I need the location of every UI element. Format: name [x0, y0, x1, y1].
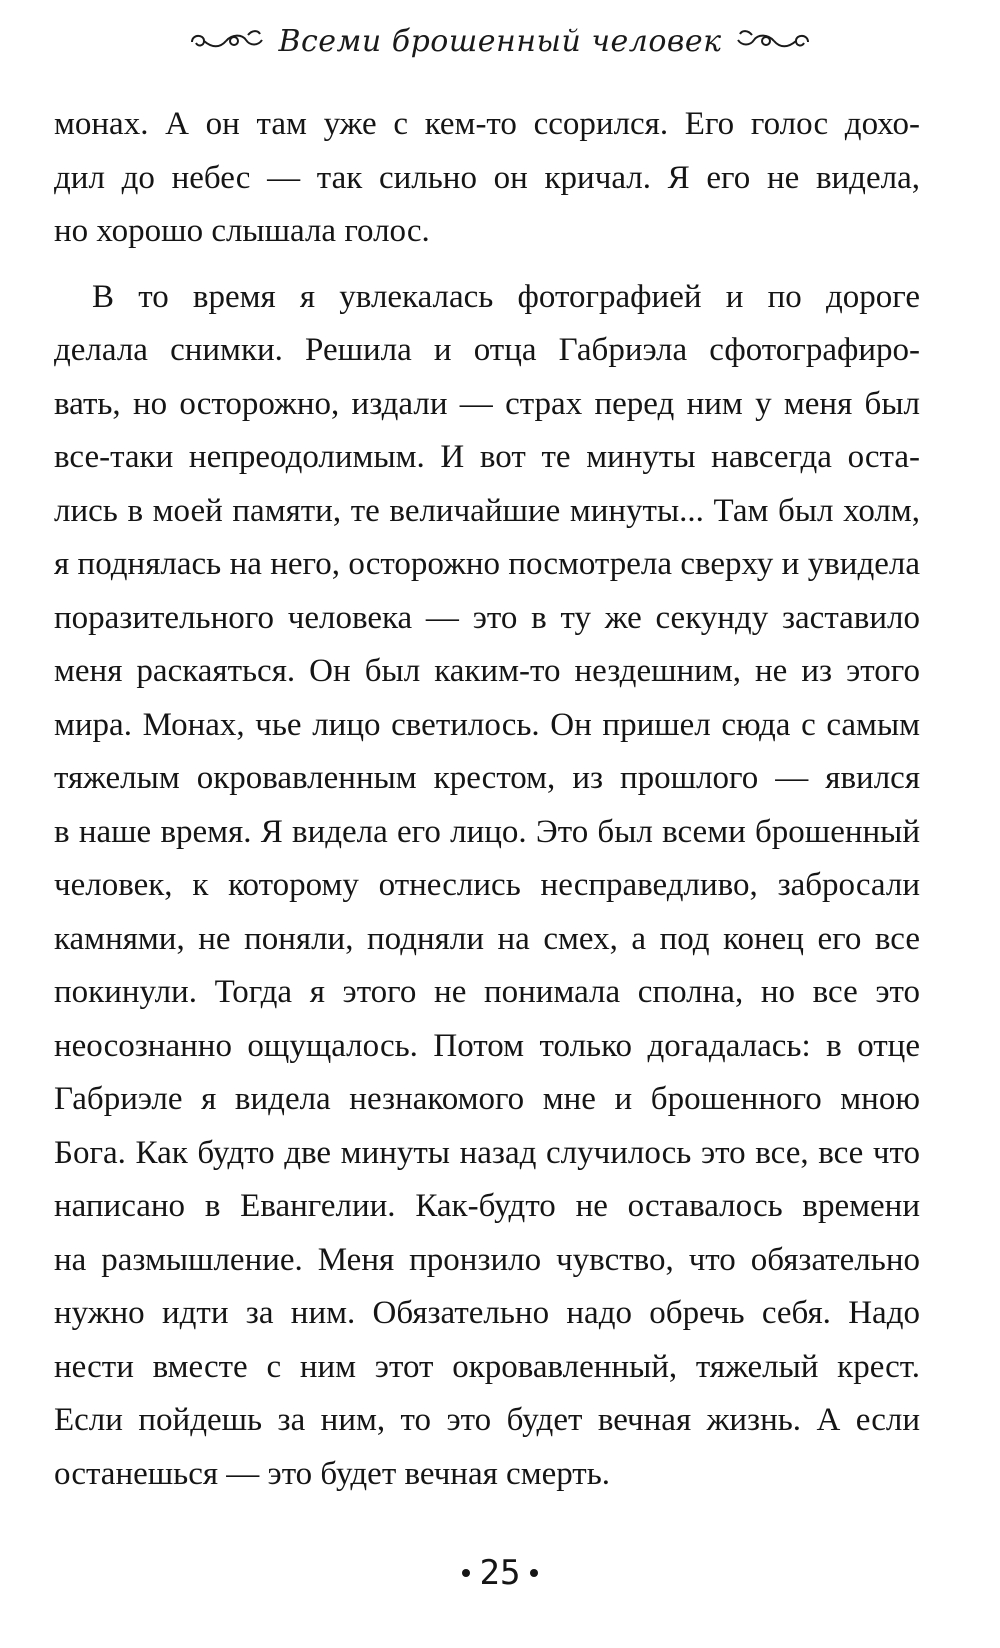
text-line: Бога. Как будто две минуты назад случилось это все, все что	[54, 1134, 920, 1171]
text-line: но хорошо слышала голос.	[54, 213, 430, 249]
text-line: неосознанно ощущалось. Потом только догадалась: в отце	[54, 1027, 920, 1064]
text-line: Если пойдешь за ним, то это будет вечная жизнь. А если	[54, 1402, 920, 1438]
paragraph-spacer	[54, 259, 920, 271]
paragraph-1	[54, 98, 920, 259]
text-line: Габриэле я видела незнакомого мне и брошенного мною	[54, 1081, 920, 1117]
text-line: В то время я увлекалась фотографией и по дороге	[92, 278, 920, 315]
flourish-ornament-left-icon	[186, 26, 268, 56]
page-body	[54, 98, 920, 1501]
text-line: покинули. Тогда я этого не понимала сполна, но все это	[54, 974, 920, 1010]
text-line: тяжелым окровавленным крестом, из прошлого — явился	[54, 760, 920, 796]
text-line: нужно идти за ним. Обязательно надо обречь себя. Надо	[54, 1295, 920, 1331]
running-header	[0, 16, 1000, 66]
text-line: камнями, не поняли, подняли на смех, а под конец его все	[54, 920, 920, 957]
page-number-value: 25	[479, 1553, 521, 1593]
text-line: написано в Евангелии. Как-будто не оставалось времени	[54, 1188, 920, 1224]
text-line: монах. А он там уже с кем-то ссорился. Его голос дохо-	[54, 106, 920, 142]
text-line: дил до небес — так сильно он кричал. Я его не видела,	[54, 159, 920, 196]
flourish-ornament-right-icon	[732, 26, 814, 56]
text-line: мира. Монах, чье лицо светилось. Он пришел сюда с самым	[54, 706, 920, 743]
page-number	[0, 1548, 1000, 1598]
text-line: я поднялась на него, осторожно посмотрела сверху и увидела	[54, 546, 920, 582]
text-line: нести вместе с ним этот окровавленный, тяжелый крест.	[54, 1348, 920, 1385]
bullet-dot-icon	[530, 1569, 538, 1577]
text-line: поразительного человека — это в ту же секунду заставило	[54, 599, 920, 636]
text-line: человек, к которому отнеслись несправедливо, забросали	[54, 867, 920, 903]
text-line: останешься — это будет вечная смерть.	[54, 1455, 611, 1492]
text-line: на размышление. Меня пронзило чувство, что обязательно	[54, 1241, 920, 1278]
running-title: Всеми брошенный человек	[278, 23, 722, 59]
text-line: все-таки непреодолимым. И вот те минуты навсегда оста-	[54, 439, 920, 475]
bullet-dot-icon	[462, 1569, 470, 1577]
text-line: в наше время. Я видела его лицо. Это был всеми брошенный	[54, 813, 920, 850]
text-line: делала снимки. Решила и отца Габриэла сфотографиро-	[54, 332, 920, 368]
text-line: лись в моей памяти, те величайшие минуты... Там был холм,	[54, 492, 920, 529]
text-line: меня раскаяться. Он был каким-то нездешним, не из этого	[54, 653, 920, 689]
text-line: вать, но осторожно, издали — страх перед ним у меня был	[54, 385, 920, 422]
paragraph-2	[54, 271, 920, 1502]
